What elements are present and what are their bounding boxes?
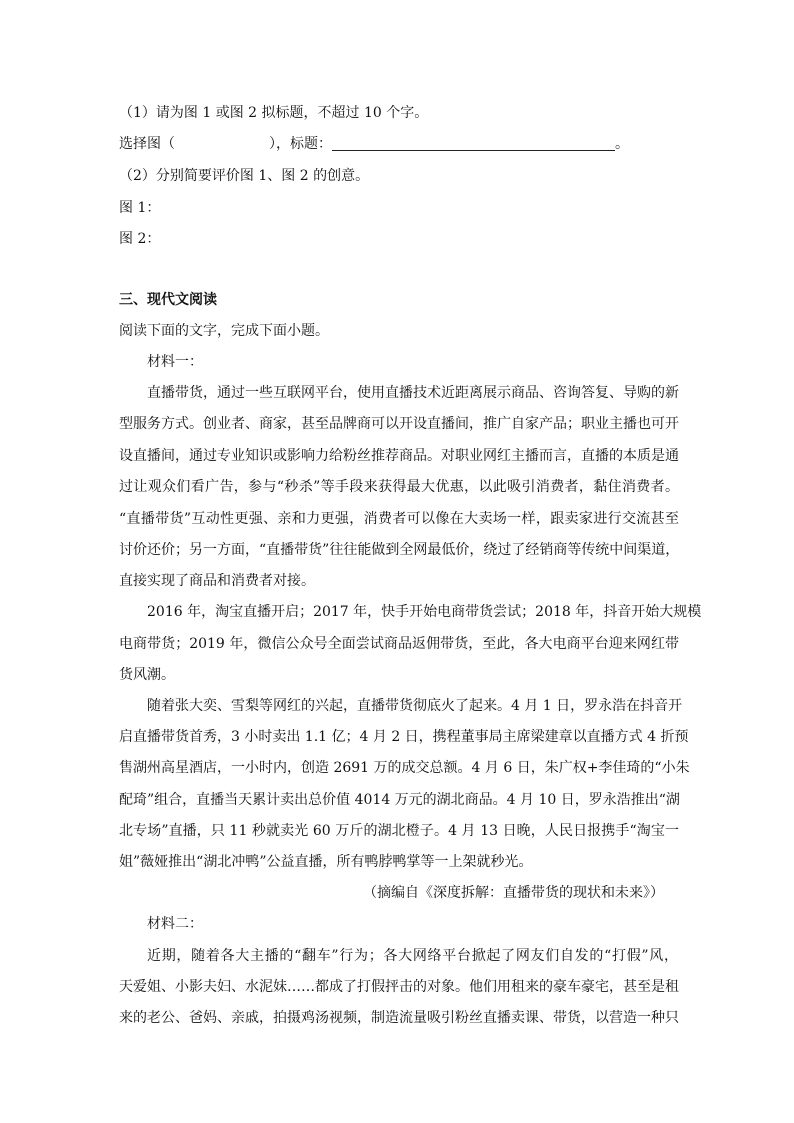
paragraph-line: 配琦”组合，直播当天累计卖出总价值 4014 万元的湖北商品。4 月 10 日，罗永浩推出“湖 (119, 792, 680, 808)
paragraph-line: 讨价还价；另一方面，“直播带货”往往能做到全网最低价，绕过了经销商等传统中间渠道， (119, 542, 680, 558)
material-1-label: 材料一： (147, 354, 203, 370)
paragraph-line: 天爱姐、小影夫妇、水泥妹……都成了打假抨击的对象。他们用租来的豪车豪宅，甚至是租 (119, 979, 679, 995)
paragraph-line: 直接实现了商品和消费者对接。 (119, 573, 315, 589)
reading-instruction: 阅读下面的文字，完成下面小题。 (119, 323, 329, 339)
section-title: 三、现代文阅读 (119, 292, 217, 308)
paragraph-line: 设直播间，通过专业知识或影响力给粉丝推荐商品。对职业网红主播而言，直播的本质是通 (119, 448, 679, 464)
title-selection-line (119, 134, 679, 154)
source-citation: （摘编自《深度拆解：直播带货的现状和未来》） (363, 885, 664, 901)
paragraph-line: 姐”薇娅推出“湖北冲鸭”公益直播，所有鸭脖鸭掌等一上架就秒光。 (119, 854, 533, 870)
paragraph-line: 启直播带货首秀，3 小时卖出 1.1 亿；4 月 2 日，携程董事局主席梁建章以直播方式 4 折预 (119, 729, 689, 745)
paragraph-line: 直播带货，通过一些互联网平台，使用直播技术近距离展示商品、咨询答复、导购的新 (147, 385, 679, 401)
figure-2-label: 图 2： (119, 231, 161, 247)
paragraph-line: 北专场”直播，只 11 秒就卖光 60 万斤的湖北橙子。4 月 13 日晚，人民日报携手“淘宝一 (119, 823, 679, 839)
material-2-label: 材料二： (147, 916, 203, 932)
figure-1-label: 图 1： (119, 200, 161, 216)
paragraph-line: 货风潮。 (119, 667, 175, 683)
question-part-2: （2）分别简要评价图 1、图 2 的创意。 (119, 168, 370, 184)
paragraph-line: 电商带货；2019 年，微信公众号全面尝试商品返佣带货，至此，各大电商平台迎来网红带 (119, 636, 679, 652)
select-end: 。 (615, 136, 629, 152)
paragraph-line: 2016 年，淘宝直播开启；2017 年，快手开始电商带货尝试；2018 年，抖音开始大规模 (147, 604, 702, 620)
paragraph-line: 过让观众们看广告，参与“秒杀”等手段来获得最大优惠，以此吸引消费者，黏住消费者。 (119, 479, 679, 495)
select-prefix: 选择图（ (119, 136, 175, 152)
select-suffix: ），标题： (269, 136, 332, 152)
title-answer-line (332, 136, 615, 151)
paragraph-line: “直播带货”互动性更强、亲和力更强，消费者可以像在大卖场一样，跟卖家进行交流甚至 (119, 511, 679, 527)
question-part-1: （1）请为图 1 或图 2 拟标题，不超过 10 个字。 (119, 105, 429, 121)
paragraph-line: 型服务方式。创业者、商家，甚至品牌商可以开设直播间，推广自家产品；职业主播也可开 (119, 416, 679, 432)
paragraph-line: 售湖州高星酒店，一小时内，创造 2691 万的成交总额。4 月 6 日，朱广权+李佳琦的“小朱 (119, 760, 690, 776)
paragraph-line: 来的老公、爸妈、亲戚，拍摄鸡汤视频，制造流量吸引粉丝直播卖课、带货，以营造一种只 (119, 1010, 679, 1026)
paragraph-line: 随着张大奕、雪梨等网红的兴起，直播带货彻底火了起来。4 月 1 日，罗永浩在抖音开 (147, 698, 683, 714)
paragraph-line: 近期，随着各大主播的“翻车”行为；各大网络平台掀起了网友们自发的“打假”风， (147, 948, 678, 964)
